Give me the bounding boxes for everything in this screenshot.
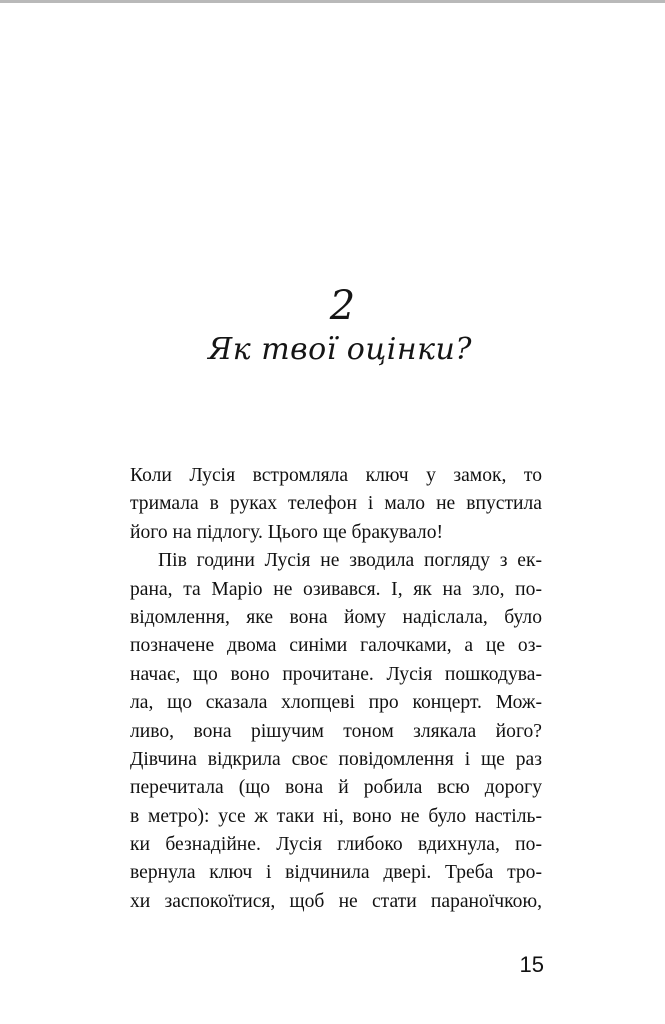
- text-line: його на підлогу. Цього ще бракувало!: [130, 521, 444, 543]
- text-line: ки безнадійне. Лусія глибоко вдихнула, по-: [130, 834, 542, 856]
- text-line: вернула ключ і відчинила двері. Треба тро-: [130, 862, 542, 884]
- text-line: рана, та Маріо не озивався. І, як на зло, по-: [130, 578, 542, 600]
- text-line: перечитала (що вона й робила всю дорогу: [130, 777, 542, 799]
- page-number: 15: [519, 952, 544, 977]
- chapter-title: Як твої оцінки?: [208, 332, 472, 367]
- text-line: ла, що сказала хлопцеві про концерт. Мож-: [130, 692, 542, 714]
- text-line: хи заспокоїтися, щоб не стати параноїчкою,: [130, 890, 542, 912]
- text-line: Дівчина відкрила своє повідомлення і ще раз: [130, 748, 542, 770]
- text-line: ливо, вона рішучим тоном злякала його?: [130, 720, 542, 742]
- text-line: тримала в руках телефон і мало не впустила: [130, 493, 542, 515]
- text-line: Коли Лусія встромляла ключ у замок, то: [130, 465, 542, 486]
- text-line: відомлення, яке вона йому надіслала, було: [130, 606, 542, 628]
- top-border-rule: [0, 0, 665, 3]
- text-line: позначене двома синіми галочками, а це оз-: [130, 635, 542, 657]
- body-text: [130, 462, 542, 916]
- text-line: начає, що воно прочитане. Лусія пошкодува-: [130, 663, 542, 685]
- chapter-number: 2: [329, 283, 356, 329]
- text-line: Пів години Лусія не зводила погляду з ек-: [158, 550, 542, 572]
- text-line: в метро): усе ж таки ні, воно не було настіль-: [130, 805, 542, 827]
